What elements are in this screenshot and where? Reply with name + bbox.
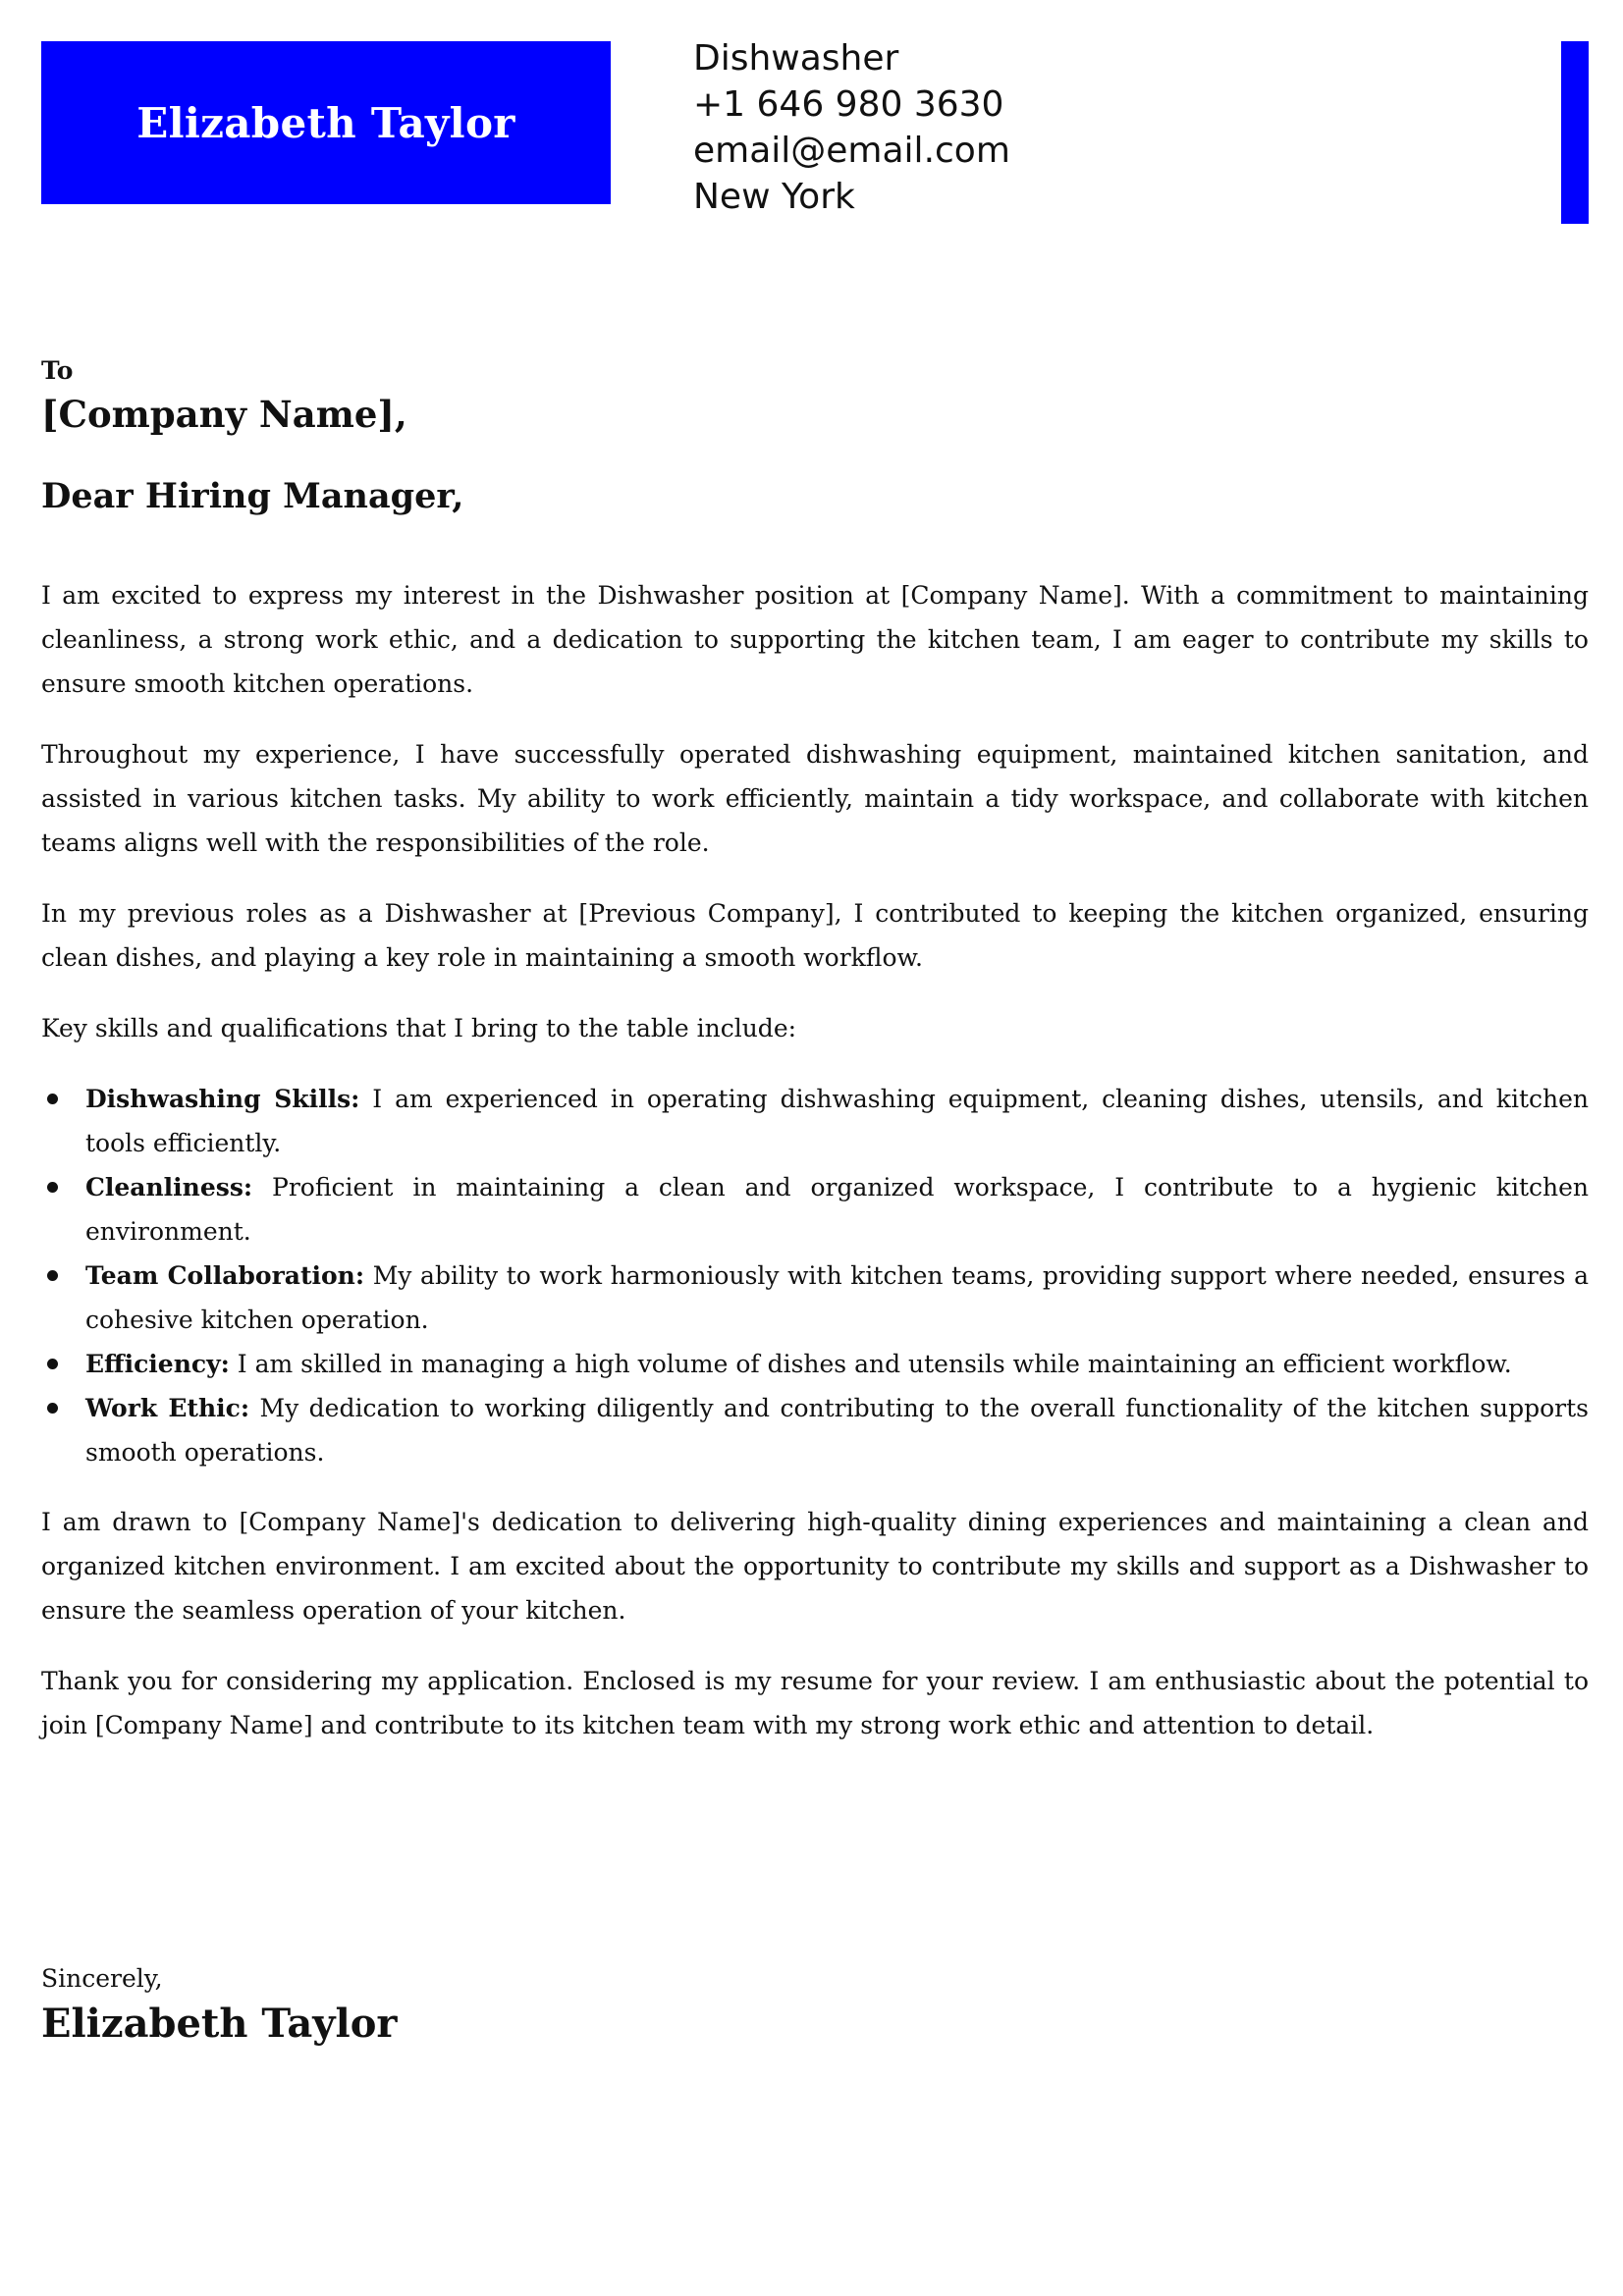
bullet-icon [47,1403,58,1414]
skill-title: Team Collaboration: [85,1261,365,1290]
to-label: To [41,356,74,385]
skill-item [41,1254,1589,1342]
skills-list [41,1077,1589,1474]
skill-text: My ability to work harmoniously with kitchen teams, providing support where needed, ensures a cohesive kitchen operation. [85,1261,1590,1334]
bullet-icon [47,1359,58,1369]
bullet-icon [47,1182,58,1193]
email-address: email@email.com [693,131,1010,171]
skill-text: Proficient in maintaining a clean and organized workspace, I contribute to a hygienic kitchen environment. [85,1173,1589,1246]
contact-block [693,35,1010,220]
thank-you-paragraph: Thank you for considering my application. Enclosed is my resume for your review. I am enthusiastic about the potential to join [Company Name] and contribute to its kitchen team with my strong work ethic and attention to detail. [41,1667,1589,1739]
experience-paragraph: Throughout my experience, I have successfully operated dishwashing equipment, maintained kitchen sanitation, and assisted in various kitchen tasks. My ability to work efficiently, maintain a tidy workspace, and collaborate with kitchen teams aligns well with the responsibilities of the role. [41,740,1589,857]
closing-block [41,1957,397,2048]
skill-item [41,1386,1589,1474]
skill-title: Work Ethic: [85,1394,250,1422]
skill-title: Dishwashing Skills: [85,1085,360,1113]
sign-off: Sincerely, [41,1964,163,1993]
skill-item [41,1077,1589,1165]
previous-role-paragraph: In my previous roles as a Dishwasher at [Previous Company], I contributed to keeping the kitchen organized, ensuring clean dishes, and playing a key role in maintaining a smooth workflow. [41,899,1589,972]
signature-name: Elizabeth Taylor [41,2001,398,2047]
name-banner [41,41,611,204]
skill-text: I am experienced in operating dishwashing equipment, cleaning dishes, utensils, and kitchen tools efficiently. [85,1085,1589,1157]
intro-paragraph: I am excited to express my interest in the Dishwasher position at [Company Name]. With a commitment to maintaining cleanliness, a strong work ethic, and a dedication to supporting the kitchen team, I am eager to contribute my skills to ensure smooth kitchen operations. [41,581,1589,698]
closing-paragraph: I am drawn to [Company Name]'s dedication to delivering high-quality dining experiences and maintaining a clean and organized kitchen environment. I am excited about the opportunity to contribute my skills and support as a Dishwasher to ensure the seamless operation of your kitchen. [41,1508,1589,1625]
applicant-name: Elizabeth Taylor [136,98,515,147]
salutation: Dear Hiring Manager, [41,476,464,516]
job-title: Dishwasher [693,38,899,79]
bullet-icon [47,1094,58,1104]
skills-intro-paragraph: Key skills and qualifications that I bring to the table include: [41,1014,797,1042]
skill-item [41,1165,1589,1254]
location: New York [693,177,855,217]
bullet-icon [47,1270,58,1281]
letter-body [41,349,1589,1774]
accent-bar [1561,41,1589,224]
letter-content [41,573,1589,1747]
phone-number: +1 646 980 3630 [693,84,1004,125]
skill-text: I am skilled in managing a high volume of dishes and utensils while maintaining an efficient workflow. [229,1350,1512,1378]
recipient-company: [Company Name], [41,393,407,436]
skill-item [41,1342,1589,1386]
skill-text: My dedication to working diligently and contributing to the overall functionality of the kitchen supports smooth operations. [85,1394,1589,1467]
skill-title: Efficiency: [85,1350,230,1378]
skill-title: Cleanliness: [85,1173,253,1201]
